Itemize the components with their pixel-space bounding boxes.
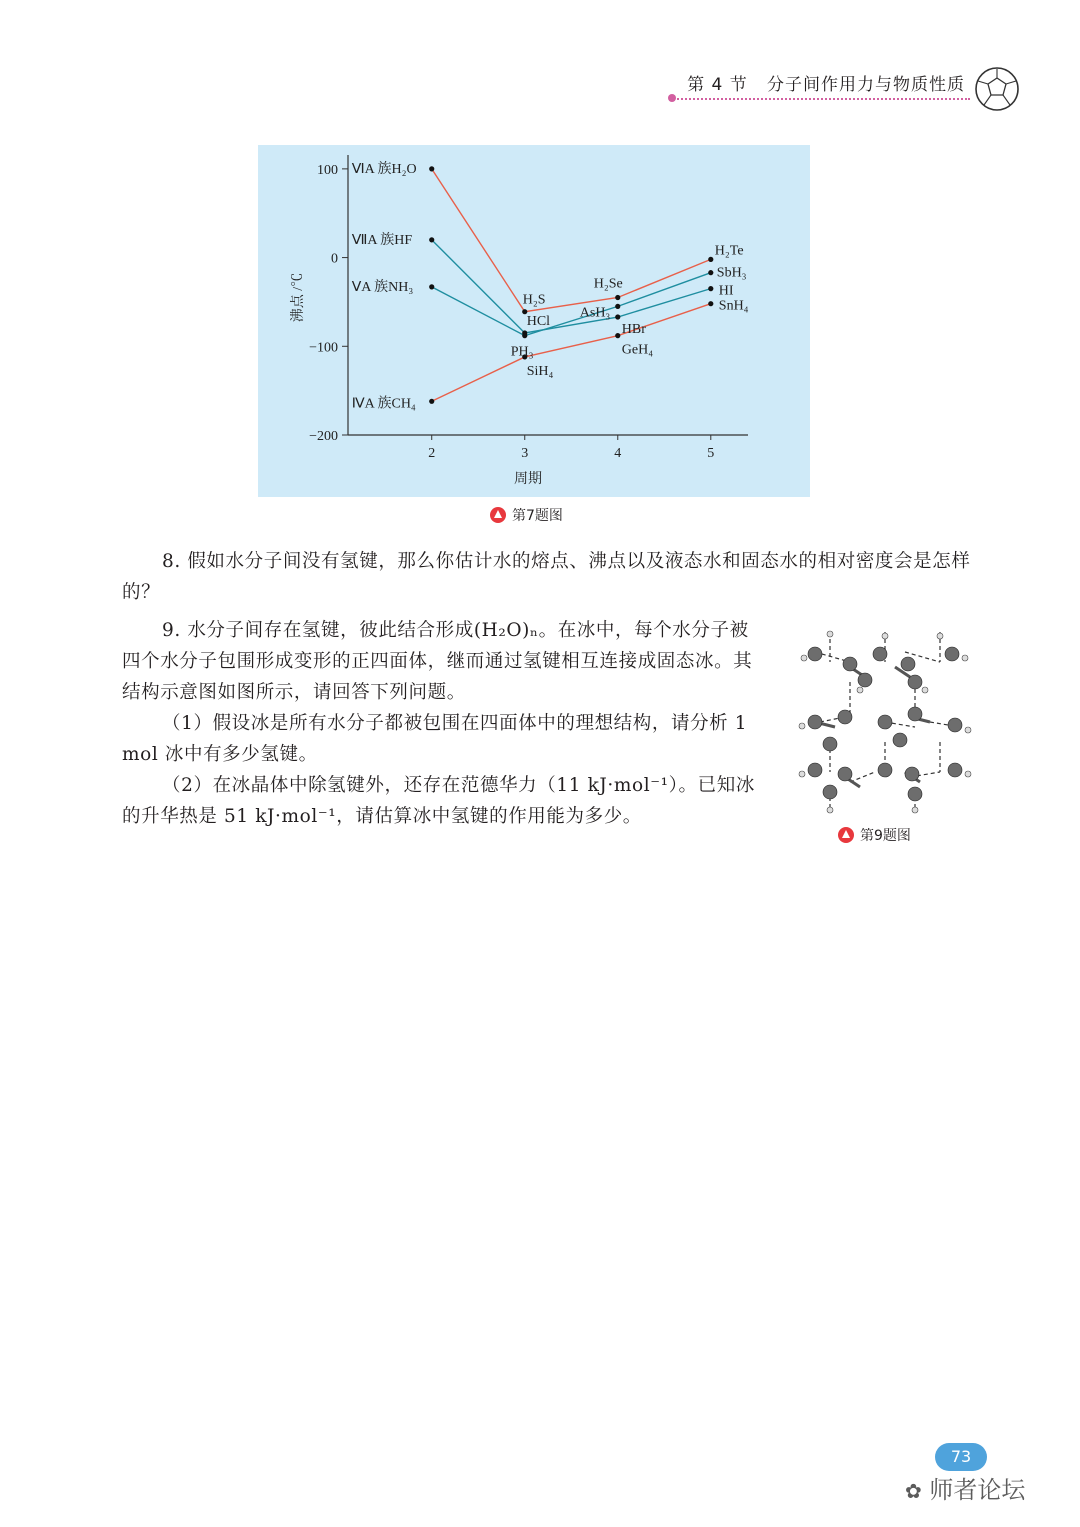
point-label: ⅣA 族CH₄: [351, 396, 416, 412]
y-tick-label: 100: [317, 162, 338, 178]
question-9: [122, 615, 762, 832]
point-label: H₂Se: [593, 276, 623, 292]
ice-structure-figure: [790, 622, 980, 817]
data-point: [429, 284, 434, 289]
fig7-caption: [490, 505, 563, 525]
section-title: 分子间作用力与物质性质: [767, 75, 965, 95]
x-tick-label: 4: [614, 446, 622, 461]
question-9-intro: 9. 水分子间存在氢键，彼此结合形成(H₂O)ₙ。在冰中，每个水分子被四个水分子包围形成变形的正四面体，继而通过氢键相互连接成固态冰。其结构示意图如图所示，请回答下列问题。: [122, 620, 753, 703]
data-point: [522, 333, 527, 338]
y-axis-label: 沸点 /℃: [291, 272, 306, 323]
series-line: [432, 304, 711, 402]
caption-triangle-icon: [838, 827, 854, 843]
y-tick-label: 0: [331, 251, 338, 267]
point-label: SnH₄: [718, 298, 749, 314]
data-point: [708, 257, 713, 262]
series-line: [432, 240, 711, 333]
point-label: HI: [718, 283, 734, 299]
section-header: [687, 70, 965, 95]
data-point: [708, 286, 713, 291]
data-point: [615, 314, 620, 319]
data-point: [615, 295, 620, 300]
caption-triangle-icon: [490, 507, 506, 523]
fig9-caption: [838, 825, 911, 845]
wechat-icon: ✿: [905, 1479, 922, 1503]
x-tick-label: 5: [707, 446, 715, 461]
chart-svg: [258, 145, 810, 497]
question-8-text: 8. 假如水分子间没有氢键，那么你估计水的熔点、沸点以及液态水和固态水的相对密度会是怎样的？: [122, 551, 971, 603]
header-rule: [670, 98, 970, 100]
page-number: 73: [935, 1443, 987, 1471]
watermark: [905, 1470, 1025, 1505]
point-label: ⅥA 族H₂O: [351, 161, 417, 177]
point-label: AsH₃: [579, 305, 611, 321]
x-tick-label: 3: [521, 446, 529, 461]
data-point: [708, 270, 713, 275]
point-label: SiH₄: [526, 363, 554, 379]
y-tick-label: −100: [309, 340, 338, 356]
x-tick-label: 2: [428, 446, 436, 461]
fig7-caption-text: 第7题图: [512, 508, 563, 524]
watermark-text: 师者论坛: [929, 1476, 1026, 1504]
question-8: [122, 546, 980, 608]
point-label: HBr: [621, 322, 646, 338]
point-label: PH₃: [510, 344, 534, 360]
boiling-point-chart: [258, 145, 810, 497]
point-label: HCl: [526, 313, 551, 329]
question-9-sub1: （1）假设冰是所有水分子都被包围在四面体中的理想结构，请分析 1 mol 冰中有多少氢键。: [122, 713, 748, 765]
y-tick-label: −200: [309, 429, 338, 444]
series-line: [432, 169, 711, 312]
fig9-caption-text: 第9题图: [860, 828, 911, 844]
point-label: GeH₄: [621, 342, 654, 358]
fullerene-icon: [974, 66, 1020, 112]
data-point: [615, 333, 620, 338]
data-point: [429, 399, 434, 404]
data-point: [615, 304, 620, 309]
data-point: [708, 301, 713, 306]
point-label: ⅤA 族NH₃: [351, 279, 414, 295]
x-axis-label: 周期: [514, 472, 542, 487]
section-number: 第 4 节: [687, 75, 748, 95]
data-point: [429, 166, 434, 171]
point-label: SbH₃: [716, 265, 747, 281]
point-label: H₂S: [522, 292, 546, 308]
point-label: H₂Te: [714, 243, 744, 259]
data-point: [429, 237, 434, 242]
question-9-sub2: （2）在冰晶体中除氢键外，还存在范德华力（11 kJ·mol⁻¹）。已知冰的升华热是 51 kJ·mol⁻¹，请估算冰中氢键的作用能为多少。: [122, 775, 755, 827]
point-label: ⅦA 族HF: [351, 232, 413, 248]
